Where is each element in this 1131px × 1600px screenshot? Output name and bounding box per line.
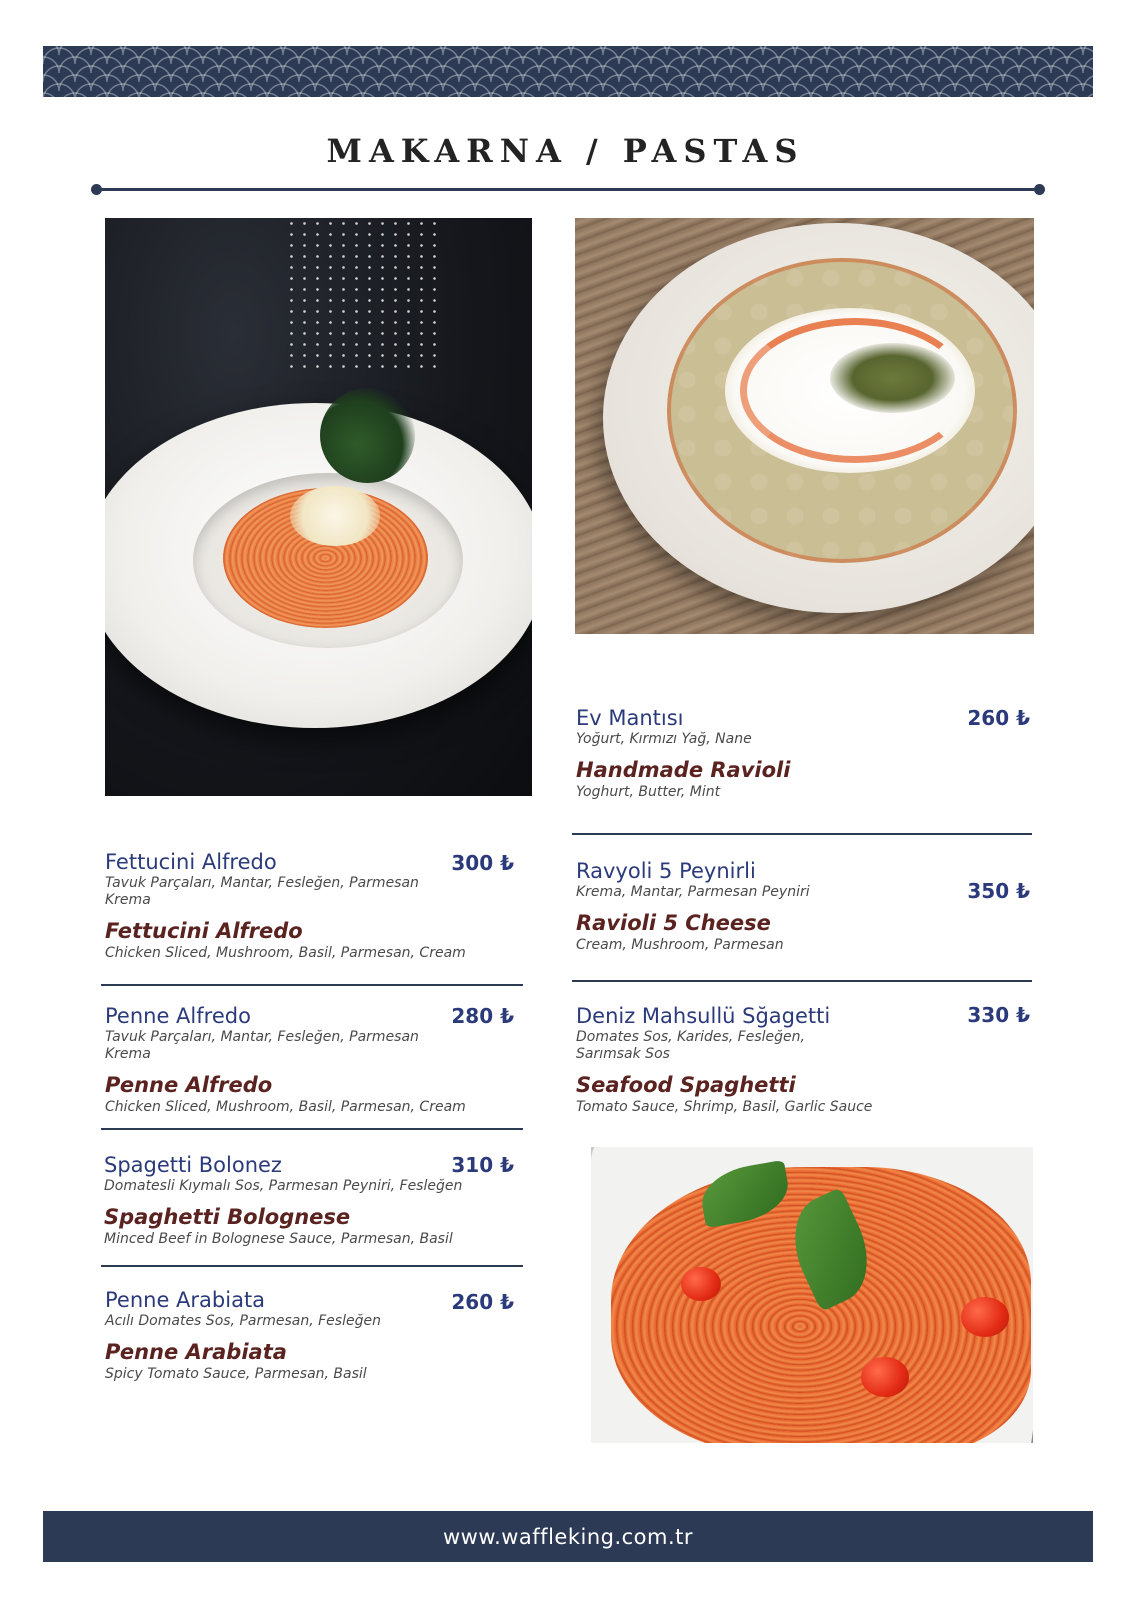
item-divider — [101, 1265, 523, 1267]
dish-desc-tr: Krema, Mantar, Parmesan Peyniri — [576, 884, 810, 900]
dish-desc-en: Chicken Sliced, Mushroom, Basil, Parmesan, Cream — [105, 1099, 466, 1115]
dish-name-en: Seafood Spaghetti — [576, 1073, 796, 1097]
top-pattern-band — [43, 46, 1093, 97]
price: 260 ₺ — [967, 706, 1030, 730]
dish-desc-tr: Yoğurt, Kırmızı Yağ, Nane — [576, 731, 752, 747]
dish-desc-tr: Acılı Domates Sos, Parmesan, Fesleğen — [105, 1313, 381, 1329]
website-link[interactable]: www.waffleking.com.tr — [442, 1524, 694, 1549]
dish-name-tr: Fettucini Alfredo — [105, 850, 277, 874]
dried-mint — [830, 343, 955, 413]
menu-item-ravyoli-5-peynirli — [576, 858, 936, 954]
dish-name-en: Fettucini Alfredo — [105, 919, 303, 943]
price: 260 ₺ — [451, 1290, 514, 1314]
divider-dot-left — [91, 184, 102, 195]
dish-desc-tr: Domatesli Kıymalı Sos, Parmesan Peyniri, Fesleğen — [104, 1178, 463, 1194]
dish-name-tr: Deniz Mahsullü Sğagetti — [576, 1004, 831, 1028]
dish-name-tr: Ravyoli 5 Peynirli — [576, 859, 756, 883]
dish-desc-tr: Tavuk Parçaları, Mantar, Fesleğen, Parmesan Krema — [105, 1029, 419, 1062]
dish-name-tr: Penne Arabiata — [105, 1288, 266, 1312]
spaghetti-pomodoro-photo — [105, 218, 532, 796]
price: 310 ₺ — [451, 1153, 514, 1177]
dish-desc-en: Chicken Sliced, Mushroom, Basil, Parmesan, Cream — [105, 945, 466, 961]
price: 280 ₺ — [451, 1004, 514, 1028]
item-divider — [572, 980, 1032, 982]
manti-photo — [575, 218, 1034, 634]
title-divider — [96, 188, 1040, 191]
dish-name-en: Spaghetti Bolognese — [104, 1205, 351, 1229]
price: 350 ₺ — [967, 879, 1030, 903]
dish-desc-en: Cream, Mushroom, Parmesan — [576, 937, 784, 953]
parsley-garnish — [320, 388, 415, 483]
dish-name-tr: Penne Alfredo — [105, 1004, 251, 1028]
cherry-tomato — [861, 1357, 909, 1397]
falling-cheese — [285, 218, 445, 368]
footer-band — [43, 1511, 1093, 1562]
menu-item-penne-alfredo — [105, 1003, 466, 1116]
dish-desc-en: Minced Beef in Bolognese Sauce, Parmesan, Basil — [104, 1231, 453, 1247]
item-divider — [572, 833, 1032, 835]
cherry-tomato — [961, 1297, 1009, 1337]
item-divider — [101, 984, 523, 986]
menu-item-penne-arabiata — [105, 1287, 450, 1383]
dish-name-en: Penne Alfredo — [105, 1073, 273, 1097]
menu-item-fettucini-alfredo — [105, 849, 466, 962]
seafood-spaghetti-photo — [591, 1147, 1033, 1443]
dish-desc-en: Tomato Sauce, Shrimp, Basil, Garlic Sauce — [576, 1099, 873, 1115]
dish-name-tr: Ev Mantısı — [576, 706, 684, 730]
dish-name-en: Ravioli 5 Cheese — [576, 911, 771, 935]
parmesan — [290, 486, 380, 546]
menu-item-deniz-mahsullu-sgagetti — [576, 1003, 873, 1116]
dish-name-tr: Spagetti Bolonez — [104, 1153, 282, 1177]
dish-desc-tr: Domates Sos, Karides, Fesleğen, Sarımsak Sos — [576, 1029, 805, 1062]
dish-name-en: Handmade Ravioli — [576, 758, 791, 782]
price: 330 ₺ — [967, 1003, 1030, 1027]
page-title: MAKARNA / PASTAS — [326, 132, 805, 170]
price: 300 ₺ — [451, 851, 514, 875]
dish-desc-en: Spicy Tomato Sauce, Parmesan, Basil — [105, 1366, 367, 1382]
dish-name-en: Penne Arabiata — [105, 1340, 287, 1364]
item-divider — [101, 1128, 523, 1130]
dish-desc-tr: Tavuk Parçaları, Mantar, Fesleğen, Parmesan Krema — [105, 875, 419, 908]
dish-desc-en: Yoghurt, Butter, Mint — [576, 784, 721, 800]
cherry-tomato — [681, 1267, 721, 1301]
divider-dot-right — [1034, 184, 1045, 195]
menu-item-ev-mantisi — [576, 705, 936, 801]
